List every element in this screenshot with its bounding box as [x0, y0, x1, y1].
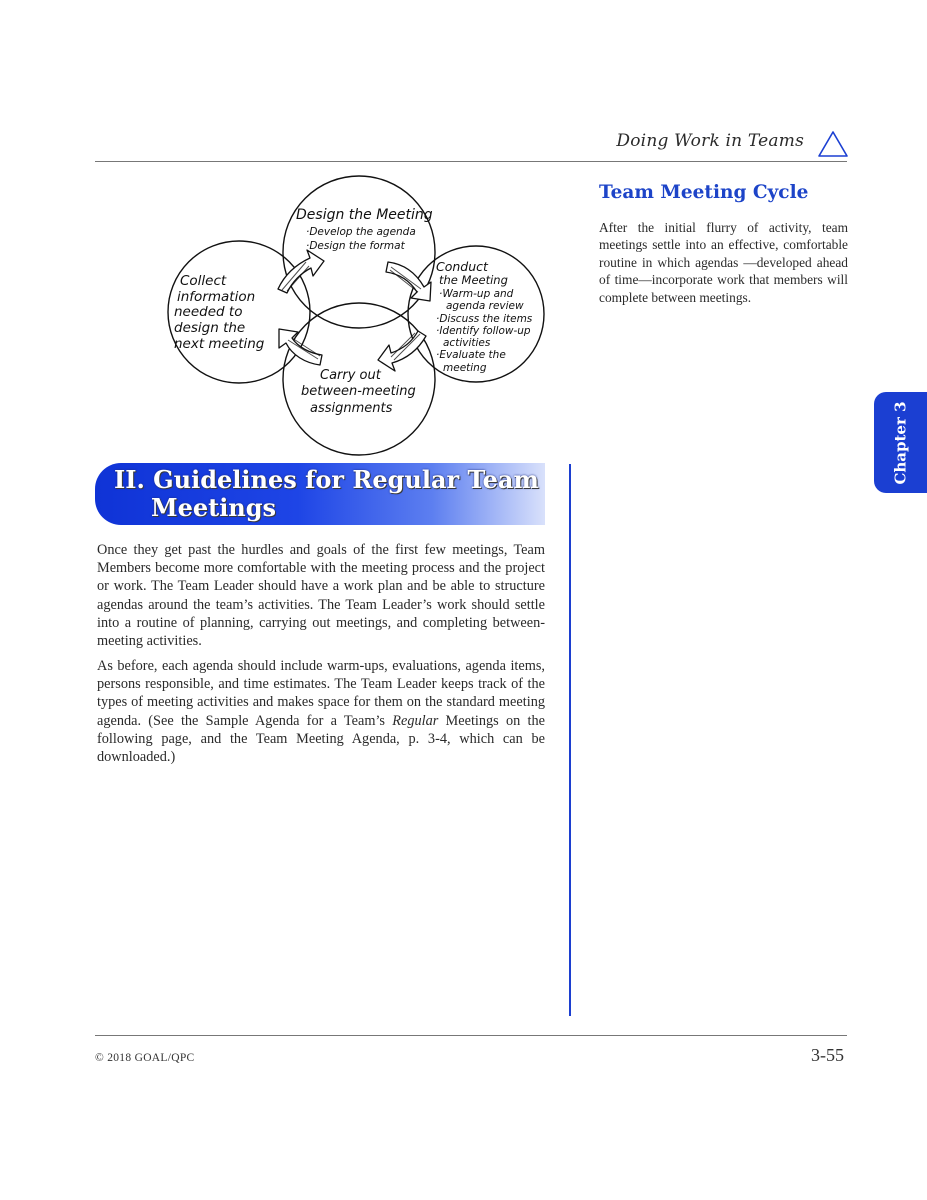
body-paragraph-1: Once they get past the hurdles and goals of the first few meetings, Team Members become more comfortable with the meeting process and the project or work. The Team Leader should have a work plan and be able to structure agendas around the team’s activities. The Team Leader’s work should settle into a routine of planning, carrying out meetings, and completing between-meeting activities.	[97, 542, 545, 650]
diagram-right-line-2: the Meeting	[439, 273, 508, 287]
diagram-left-line-4: design the	[174, 320, 246, 336]
running-header-title: Doing Work in Teams	[616, 131, 804, 151]
diagram-bottom-line-3: assignments	[310, 401, 393, 416]
diagram-left-line-3: needed to	[174, 304, 243, 320]
body-paragraph-2: As before, each agenda should include warm-ups, evaluations, agenda items, persons responsible, and time estimates. The Team Leader keeps track of the types of meeting activities and makes space for them on the standard meeting agenda. (See the Sample Agenda for a Team’s Regular Meetings on the following page, and the Team Meeting Agenda, p. 3-4, which can be downloaded.)	[97, 658, 545, 766]
diagram-right-line-1: Conduct	[436, 259, 488, 274]
diagram-bottom-line-1: Carry out	[320, 368, 381, 383]
diagram-left-line-1: Collect	[180, 273, 227, 289]
cycle-circle-top	[283, 176, 435, 328]
diagram-top-title: Design the Meeting	[296, 207, 433, 223]
footer-divider	[95, 1035, 847, 1036]
diagram-left-line-5: next meeting	[174, 336, 265, 352]
diagram-right-line-3: ·Warm-up and	[439, 288, 514, 300]
diagram-top-line-2: ·Design the format	[306, 240, 405, 252]
section-heading-line-2: Meetings	[151, 493, 277, 522]
column-divider	[569, 464, 571, 1016]
chapter-tab-label-wrap	[874, 392, 927, 493]
sidebar-text: After the initial flurry of activity, team meetings settle into an effective, comfortable routine in which agendas —developed ahead of time—incorporate work that members will complete between meetings.	[599, 220, 848, 305]
header-divider	[95, 161, 847, 162]
regular-emphasis: Regular	[392, 712, 439, 729]
diagram-right-line-9: meeting	[443, 362, 487, 374]
triangle-outline-icon	[817, 130, 849, 158]
diagram-right-line-5: ·Discuss the items	[436, 313, 533, 325]
sidebar-heading: Team Meeting Cycle	[599, 182, 809, 203]
diagram-left-line-2: information	[177, 289, 256, 305]
section-heading	[114, 466, 554, 522]
diagram-right-line-6: ·Identify follow-up	[436, 325, 531, 337]
diagram-top-line-1: ·Develop the agenda	[306, 226, 416, 238]
footer-copyright: © 2018 GOAL/QPC	[95, 1052, 195, 1064]
page-number: 3-55	[811, 1045, 844, 1065]
diagram-right-line-7: activities	[443, 337, 491, 349]
meeting-cycle-diagram	[160, 172, 550, 457]
diagram-bottom-line-2: between-meeting	[301, 384, 416, 399]
section-heading-line-1: II. Guidelines for Regular Team	[114, 465, 539, 494]
chapter-tab-label: Chapter 3	[891, 400, 910, 485]
diagram-right-line-4: agenda review	[446, 300, 524, 312]
diagram-right-line-8: ·Evaluate the	[436, 349, 506, 361]
